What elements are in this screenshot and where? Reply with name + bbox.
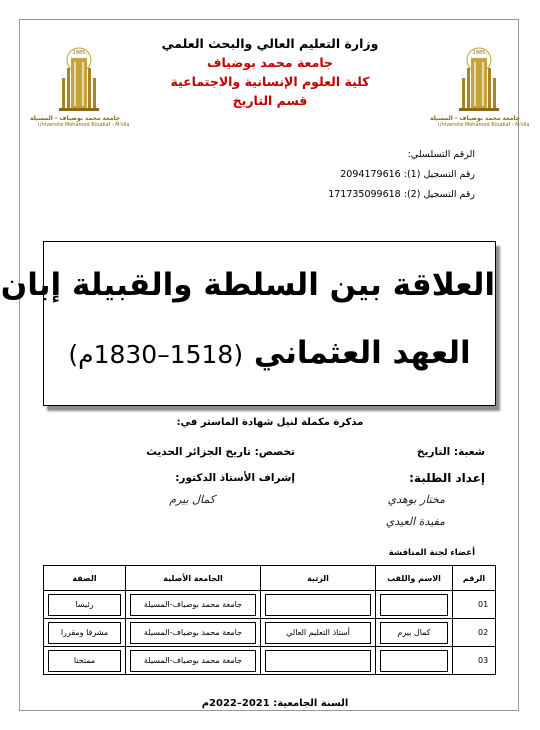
serial-label: الرقم التسلسلي: — [407, 149, 475, 160]
ministry-name: وزارة التعليم العالي والبحث العلمي — [161, 36, 379, 51]
logo-year: 1985 — [72, 50, 86, 56]
col-university: الجامعة الأصلية — [126, 566, 261, 591]
thesis-title-line2 — [44, 330, 495, 378]
table-row — [44, 619, 496, 647]
university-logo-left — [29, 46, 130, 136]
reg1-label: رقم التسجيل (1): — [403, 169, 475, 180]
supervisor-label: إشراف الأستاذ الدكتور: — [175, 472, 295, 484]
member-role: مشرفا ومقررا — [44, 619, 126, 647]
supervisor-name: كمال بيرم — [169, 493, 215, 506]
row-number: 03 — [453, 647, 496, 675]
table-row — [44, 647, 496, 675]
registration-2-row — [255, 185, 475, 205]
logo-name-ar: جامعة محمد بوضياف - المسيلة — [29, 115, 120, 122]
row-number: 01 — [453, 591, 496, 619]
department-name: قسم التاريخ — [232, 93, 308, 108]
prepared-by-label: إعداد الطلبة: — [409, 471, 485, 485]
member-rank — [261, 591, 376, 619]
branch: شعبة: التاريخ — [416, 446, 485, 458]
thesis-title-line1: العلاقة بين السلطة والقبيلة إبان — [0, 267, 495, 303]
member-name — [376, 647, 453, 675]
thesis-subtitle: مذكرة مكملة لنيل شهادة الماستر في: — [176, 417, 364, 428]
row-number: 02 — [453, 619, 496, 647]
institution-header — [140, 34, 400, 110]
member-rank — [261, 647, 376, 675]
table-row — [44, 591, 496, 619]
tower-emblem-icon — [49, 46, 109, 114]
thesis-title-box — [0, 241, 496, 406]
registration-1-row — [255, 165, 475, 185]
member-name: كمال بيرم — [376, 619, 453, 647]
reg2-label: رقم التسجيل (2): — [403, 189, 475, 200]
member-university: جامعة محمد بوضياف-المسيلة — [126, 619, 261, 647]
committee-label: أعضاء لجنة المناقشة — [388, 548, 475, 558]
member-role: رئيسا — [44, 591, 126, 619]
reg2-value: 171735099618 — [328, 189, 401, 200]
student-name-2: مفيدة العيدي — [385, 515, 445, 528]
reg1-value: 2094179616 — [340, 169, 401, 180]
registration-info — [255, 145, 475, 205]
faculty-name: كلية العلوم الإنسانية والاجتماعية — [170, 74, 370, 89]
logo-name-ar: جامعة محمد بوضياف - المسيلة — [429, 115, 520, 122]
serial-number-row — [255, 145, 475, 165]
university-logo-right — [429, 46, 530, 136]
academic-year: السنة الجامعية: 2021–2022م — [201, 698, 349, 709]
col-name: الاسم واللقب — [376, 566, 453, 591]
col-rank: الرتبة — [261, 566, 376, 591]
member-rank: أستاذ التعليم العالي — [261, 619, 376, 647]
col-role: الصفة — [44, 566, 126, 591]
logo-name-fr: Université Mohamed Boudiaf - M'sila — [438, 122, 530, 128]
logo-name-fr: Université Mohamed Boudiaf - M'sila — [38, 122, 130, 128]
thesis-title-dates: (1518–1830م) — [68, 340, 244, 369]
logo-year: 1985 — [472, 50, 486, 56]
thesis-title-text: العهد العثماني — [253, 335, 471, 371]
member-university: جامعة محمد بوضياف-المسيلة — [126, 647, 261, 675]
university-name: جامعة محمد بوضياف — [206, 55, 334, 70]
tower-emblem-icon — [449, 46, 509, 114]
student-name-1: مختار بوهدي — [387, 493, 445, 506]
member-role: ممتحنا — [44, 647, 126, 675]
committee-header-row — [44, 566, 496, 591]
member-university: جامعة محمد بوضياف-المسيلة — [126, 591, 261, 619]
specialty: تخصص: تاريخ الجزائر الحديث — [146, 446, 295, 458]
col-number: الرقم — [453, 566, 496, 591]
member-name — [376, 591, 453, 619]
committee-table — [43, 565, 496, 675]
